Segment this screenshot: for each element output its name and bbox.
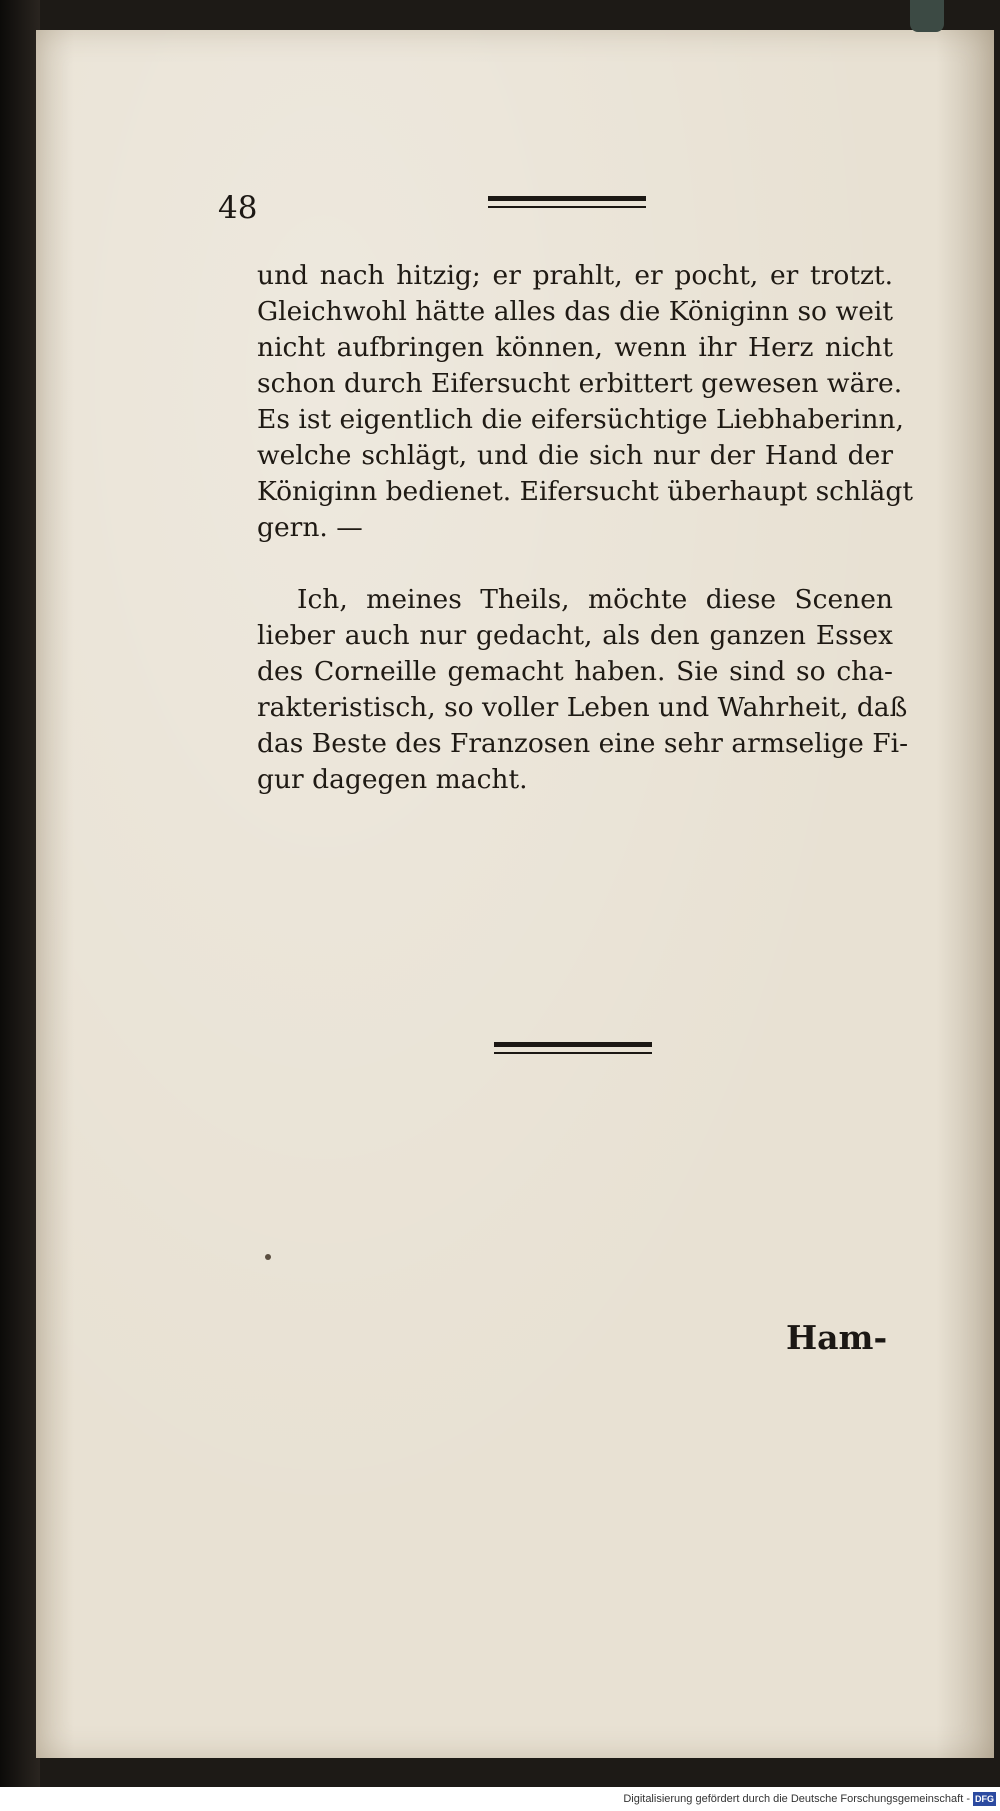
text-line: schon durch Eifersucht erbittert gewesen wäre. — [257, 368, 903, 399]
text-line: welche schlägt, und die sich nur der Hand der — [257, 440, 893, 471]
ink-spot — [265, 1254, 271, 1260]
paragraph-2 — [257, 582, 909, 798]
paragraph-1 — [257, 258, 913, 546]
catchword: Ham- — [786, 1318, 888, 1357]
header-rule — [488, 196, 646, 208]
text-line: rakteristisch, so voller Leben und Wahrheit, daß — [257, 692, 908, 723]
text-line: und nach hitzig; er prahlt, er pocht, er trotzt. — [257, 260, 893, 291]
section-rule — [494, 1042, 652, 1054]
text-line: nicht aufbringen können, wenn ihr Herz nicht — [257, 332, 893, 363]
footer-credit: Digitalisierung gefördert durch die Deutsche Forschungsgemeinschaft - — [623, 1793, 970, 1805]
book-gutter — [0, 0, 40, 1811]
text-line: Ich, meines Theils, möchte diese Scenen — [297, 584, 893, 615]
text-line: gern. — — [257, 512, 363, 543]
text-line: Gleichwohl hätte alles das die Königinn so weit — [257, 296, 893, 327]
text-line: Königinn bedienet. Eifersucht überhaupt schlägt — [257, 476, 913, 507]
dfg-logo: DFG — [975, 1794, 994, 1804]
text-line: das Beste des Franzosen eine sehr armselige Fi- — [257, 728, 909, 759]
text-line: des Corneille gemacht haben. Sie sind so cha- — [257, 656, 893, 687]
text-line: gur dagegen macht. — [257, 764, 528, 795]
text-line: lieber auch nur gedacht, als den ganzen Essex — [257, 620, 893, 651]
page-number: 48 — [218, 190, 258, 226]
text-line: Es ist eigentlich die eifersüchtige Liebhaberinn, — [257, 404, 904, 435]
bookmark-thread — [910, 0, 944, 32]
